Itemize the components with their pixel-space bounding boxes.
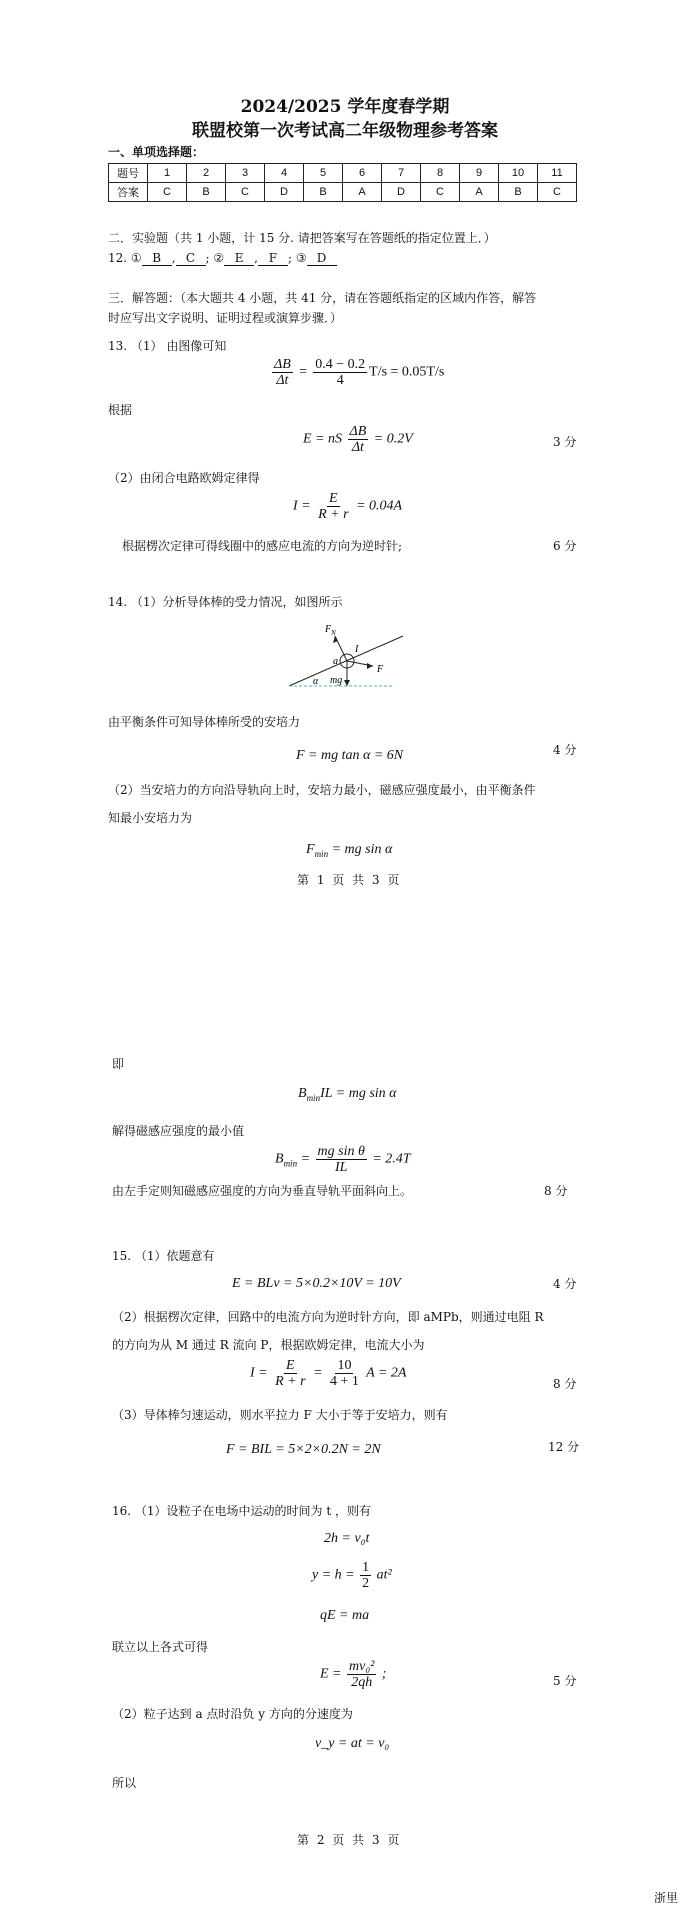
question-number-cell: 5 <box>304 164 343 183</box>
eq-tail: = 0.2V <box>373 431 413 447</box>
question-number-cell: 4 <box>265 164 304 183</box>
eq-tail: IL = mg sin α <box>320 1086 397 1101</box>
fraction-den: 2qh <box>351 1675 373 1690</box>
eq-symbol: F <box>306 842 315 857</box>
q12-answer: E <box>224 251 254 266</box>
q14-eq3 <box>298 1086 397 1103</box>
eq-tail: A = 2A <box>366 1365 407 1381</box>
score: 4 分 <box>553 743 577 757</box>
row-label: 题号 <box>109 164 148 183</box>
q16-intro <box>112 1502 371 1519</box>
answer-cell: C <box>538 183 577 202</box>
q13-eq1: $\frac{\Delta B}{\Delta t}$ = $\frac{0.4 - 0.2}{4}$ T/s = 0.05T/s <box>274 357 445 388</box>
fraction-den: 2 <box>362 1576 370 1591</box>
fraction-den: 4 + 1 <box>330 1374 359 1389</box>
question-number-cell: 8 <box>421 164 460 183</box>
alpha-label: α <box>313 676 319 687</box>
score: 5 分 <box>553 1674 577 1688</box>
page-number: 第 2 页 共 3 页 <box>297 1833 402 1847</box>
q13-eq3 <box>293 491 402 522</box>
eq-subscript: min <box>283 1158 298 1169</box>
score: 12 分 <box>548 1440 580 1454</box>
eq-lhs: I = <box>250 1365 268 1381</box>
eq-subscript: min <box>314 848 329 859</box>
q15-eq1: E = BLv = 5×0.2×10V = 10V <box>232 1276 401 1291</box>
fraction-den: R + r <box>318 507 349 522</box>
q13-text: 根据 <box>108 403 133 417</box>
q15-eq3: F = BIL = 5×2×0.2N = 2N <box>226 1442 381 1457</box>
q14-text: （2）当安培力的方向沿导轨向上时，安培力最小，磁感应强度最小，由平衡条件 <box>108 783 536 797</box>
eq-lhs: E = <box>320 1666 342 1682</box>
eq-tail: at² <box>376 1567 392 1583</box>
q14-text: 即 <box>112 1057 125 1071</box>
i-label: I <box>355 644 359 655</box>
fraction-num: ΔB <box>349 424 367 439</box>
q13-text: 根据楞次定律可得线圈中的感应电流的方向为逆时针; <box>122 539 403 553</box>
q12-answer: F <box>258 251 288 266</box>
question-number-cell: 1 <box>148 164 187 183</box>
f-label: F <box>377 664 384 675</box>
q13-text: （2）由闭合电路欧姆定律得 <box>108 471 260 485</box>
q15-eq2: I = $\frac{E}{R + r}$ = $\frac{10}{4 + 1}$ A = 2A <box>250 1358 407 1389</box>
q14-number: 14. <box>108 595 128 609</box>
question-number-cell: 7 <box>382 164 421 183</box>
answer-table <box>108 163 577 202</box>
answer-cell: B <box>304 183 343 202</box>
q12-mark: ① <box>130 251 142 265</box>
table-row <box>109 183 577 202</box>
fraction-num: ΔB <box>274 357 291 372</box>
q15-text: （2）根据楞次定律，回路中的电流方向为逆时针方向，即 aMPb，则通过电阻 R <box>112 1310 544 1324</box>
q15-intro <box>112 1247 215 1264</box>
section2-heading: 二．实验题（共 1 小题，计 15 分. 请把答案写在答题纸的指定位置上．） <box>108 231 496 245</box>
q12-answer: B <box>142 251 172 266</box>
q14-text: 由平衡条件可知导体棒所受的安培力 <box>108 715 301 729</box>
question-number-cell: 11 <box>538 164 577 183</box>
eq-tail: = 2.4T <box>372 1151 411 1167</box>
q13-number: 13. <box>108 339 128 353</box>
rail-line <box>289 636 403 686</box>
q16-text: 联立以上各式可得 <box>112 1640 209 1654</box>
q16-eq5: v_y = at = v₀ <box>315 1736 390 1751</box>
answer-cell: C <box>148 183 187 202</box>
question-number-cell: 10 <box>499 164 538 183</box>
q14-text: 知最小安培力为 <box>108 811 193 825</box>
question-number-cell: 2 <box>187 164 226 183</box>
q13-eq2 <box>303 424 413 455</box>
table-row <box>109 164 577 183</box>
eq-subscript: min <box>306 1092 321 1103</box>
q14-eq2 <box>306 842 392 859</box>
fraction-den: 4 <box>336 373 344 388</box>
row-label: 答案 <box>109 183 148 202</box>
eq-symbol: B <box>275 1151 284 1167</box>
eq-symbol: B <box>298 1086 307 1101</box>
q12-mark: ② <box>213 251 225 265</box>
score: 3 分 <box>553 435 577 449</box>
fraction-den: Δt <box>351 440 364 455</box>
fraction-num: E <box>286 1358 295 1373</box>
q12-answer: C <box>176 251 206 266</box>
f-arrowhead <box>367 663 373 669</box>
fraction-den: Δt <box>276 373 289 388</box>
eq-lhs: y = h = <box>312 1567 355 1583</box>
q14-eq4: $B_{min}$ = $\frac{\text{mg sin θ}}{IL}$ = 2.4T <box>275 1144 411 1175</box>
q14-text: 由左手定则知磁感应强度的方向为垂直导轨平面斜向上。 <box>112 1184 413 1198</box>
answer-cell: C <box>226 183 265 202</box>
answer-cell: A <box>460 183 499 202</box>
q13-intro <box>108 337 226 354</box>
q15-text: 的方向为从 M 通过 R 流向 P，根据欧姆定律，电流大小为 <box>112 1338 425 1352</box>
q16-eq1: 2h = v₀t <box>324 1531 370 1546</box>
page-number: 第 1 页 共 3 页 <box>297 873 402 887</box>
section3-heading-2: 时应写出文字说明、证明过程或演算步骤．） <box>108 311 343 325</box>
answer-cell: A <box>343 183 382 202</box>
eq-tail: T/s = 0.05T/s <box>369 364 445 380</box>
mg-label: mg <box>330 675 343 686</box>
q12-number: 12. <box>108 251 128 265</box>
fraction-num: mv₀² <box>349 1659 375 1674</box>
q14-eq1: F = mg tan α = 6N <box>296 748 404 763</box>
q14-text: 解得磁感应强度的最小值 <box>112 1124 245 1138</box>
q15-text: （3）导体棒匀速运动，则水平拉力 F 大小于等于安培力，则有 <box>112 1408 448 1422</box>
question-number-cell: 6 <box>343 164 382 183</box>
q16-eq3: qE = ma <box>320 1608 370 1623</box>
question-number-cell: 3 <box>226 164 265 183</box>
q14-text: （1）分析导体棒的受力情况，如图所示 <box>130 595 343 609</box>
question-number-cell: 9 <box>460 164 499 183</box>
corner-text: 浙里 <box>654 1891 679 1905</box>
section1-heading: 一、单项选择题： <box>108 145 205 159</box>
answer-cell: B <box>499 183 538 202</box>
q12-answers: 12. ① B , C ; ② E , F ; ③ D <box>108 251 337 266</box>
title-line-2: 联盟校第一次考试高二年级物理参考答案 <box>192 121 498 141</box>
q12-mark: ③ <box>295 251 307 265</box>
q16-text: （1）设粒子在电场中运动的时间为 t ，则有 <box>134 1504 372 1518</box>
q15-number: 15. <box>112 1249 132 1263</box>
score: 8 分 <box>544 1184 568 1198</box>
fraction-num: 0.4 − 0.2 <box>315 357 366 372</box>
fn-arrowhead <box>333 636 338 643</box>
q16-text: （2）粒子达到 a 点时沿负 y 方向的分速度为 <box>112 1707 353 1721</box>
q16-eq4 <box>320 1659 387 1690</box>
fraction-num: 1 <box>362 1560 370 1575</box>
q12-answer: D <box>307 251 337 266</box>
answer-cell: D <box>382 183 421 202</box>
fraction-den: IL <box>334 1160 348 1175</box>
score: 8 分 <box>553 1377 577 1391</box>
answer-cell: D <box>265 183 304 202</box>
section3-heading-1: 三．解答题：（本大题共 4 小题，共 41 分，请在答题纸指定的区域内作答，解答 <box>108 291 537 305</box>
score: 4 分 <box>553 1277 577 1291</box>
fraction-num: 10 <box>337 1358 352 1373</box>
eq-tail: = 0.04A <box>356 498 403 514</box>
mg-arrowhead <box>344 680 350 686</box>
a-label: a <box>333 656 338 667</box>
q16-text: 所以 <box>112 1776 137 1790</box>
fraction-num: mg sin θ <box>317 1144 365 1159</box>
eq-tail: ; <box>381 1666 387 1682</box>
answer-cell: B <box>187 183 226 202</box>
q16-number: 16. <box>112 1504 132 1518</box>
q15-text: （1）依题意有 <box>134 1249 215 1263</box>
title-line-1: 2024/2025 学年度春学期 <box>240 97 450 117</box>
eq-lhs: I = <box>293 498 311 514</box>
q14-intro <box>108 593 343 610</box>
answer-cell: C <box>421 183 460 202</box>
fraction-num: E <box>329 491 338 506</box>
force-diagram <box>285 614 405 694</box>
q13-text: （1） 由图像可知 <box>130 339 227 353</box>
fn-label: $F_N$ <box>325 624 336 637</box>
eq-lhs: E = nS <box>303 431 342 447</box>
q16-eq2 <box>312 1560 392 1591</box>
score: 6 分 <box>553 539 577 553</box>
fraction-den: R + r <box>275 1374 306 1389</box>
eq-tail: = mg sin α <box>331 842 393 857</box>
